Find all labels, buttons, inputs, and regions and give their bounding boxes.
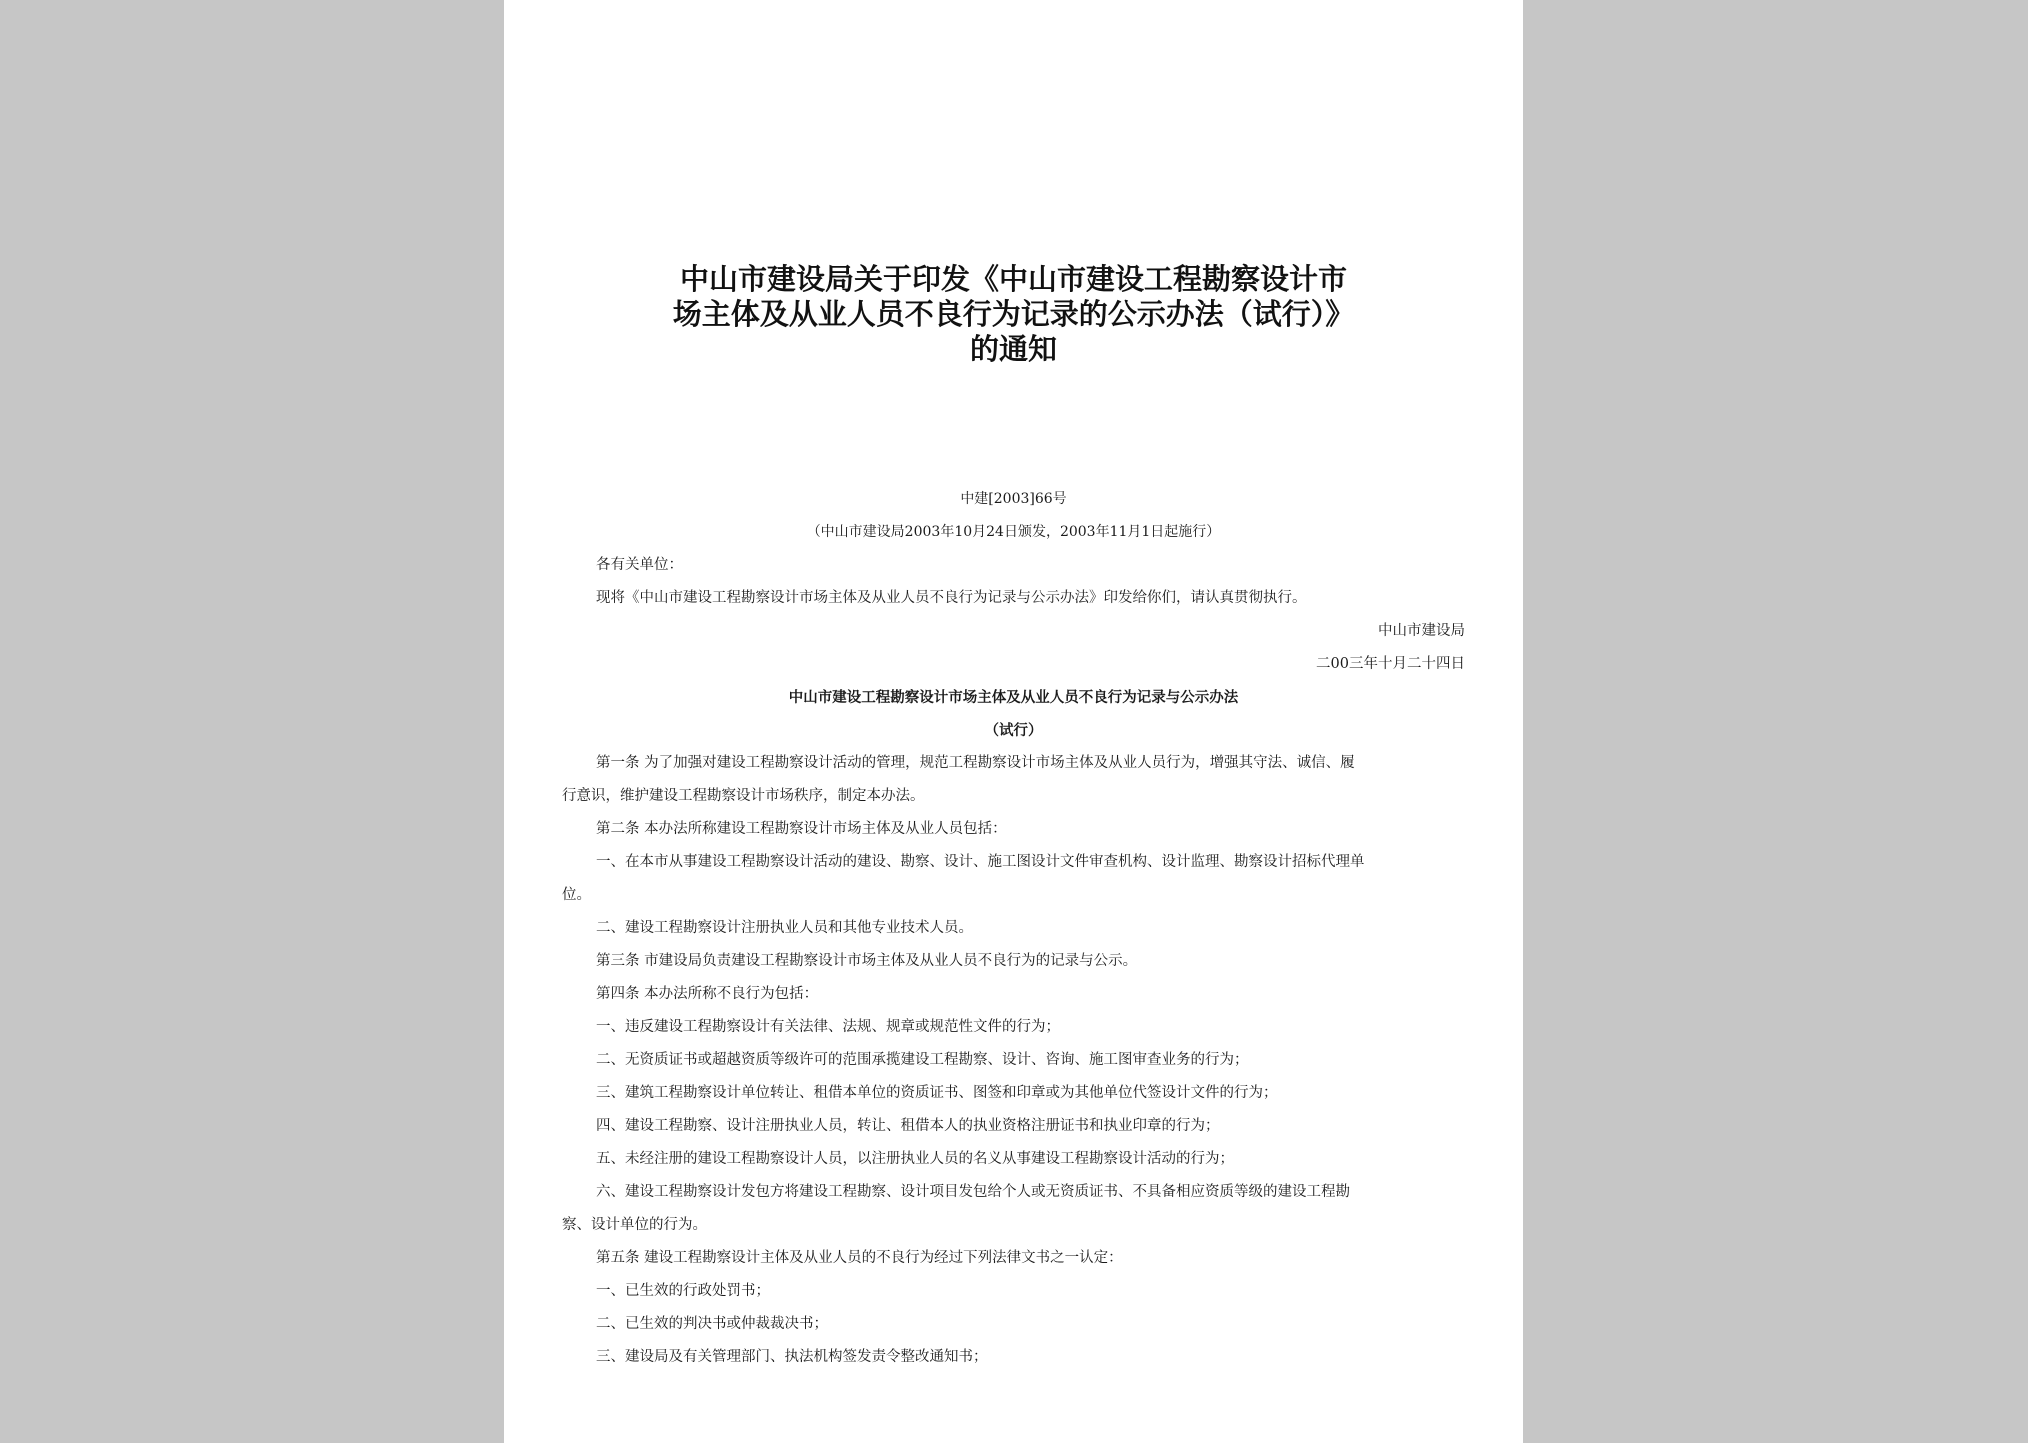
paragraph-line: 位。 — [562, 887, 591, 903]
paragraph-line: 一、违反建设工程勘察设计有关法律、法规、规章或规范性文件的行为； — [596, 1019, 1060, 1035]
salutation: 各有关单位： — [596, 557, 683, 573]
issuer: 中山市建设局 — [1378, 623, 1465, 639]
paragraph-line: 五、未经注册的建设工程勘察设计人员，以注册执业人员的名义从事建设工程勘察设计活动的行为； — [596, 1151, 1234, 1167]
document-number: 中建[2003]66号 — [960, 491, 1067, 507]
paragraph-line: 四、建设工程勘察、设计注册执业人员，转让、租借本人的执业资格注册证书和执业印章的行为； — [596, 1118, 1220, 1134]
paragraph-line: 第五条 建设工程勘察设计主体及从业人员的不良行为经过下列法律文书之一认定： — [596, 1250, 1123, 1266]
paragraph-line: 二、建设工程勘察设计注册执业人员和其他专业技术人员。 — [596, 920, 973, 936]
paragraph-line: 三、建筑工程勘察设计单位转让、租借本单位的资质证书、图签和印章或为其他单位代签设计文件的行为； — [596, 1085, 1278, 1101]
measures-body — [562, 747, 1465, 1374]
paragraph-line: 第二条 本办法所称建设工程勘察设计市场主体及从业人员包括： — [596, 821, 1007, 837]
paragraph-line: 第四条 本办法所称不良行为包括： — [596, 986, 819, 1002]
title-line: 的通知 — [969, 332, 1057, 366]
measures-title: 中山市建设工程勘察设计市场主体及从业人员不良行为记录与公示办法 — [788, 689, 1239, 706]
notice-body — [562, 549, 1465, 747]
paragraph-line: 二、无资质证书或超越资质等级许可的范围承揽建设工程勘察、设计、咨询、施工图审查业务的行为； — [596, 1052, 1249, 1068]
issue-info: （中山市建设局2003年10月24日颁发，2003年11月1日起施行） — [806, 524, 1221, 540]
paragraph-line: 一、在本市从事建设工程勘察设计活动的建设、勘察、设计、施工图设计文件审查机构、设计监理、勘察设计招标代理单 — [596, 854, 1365, 870]
paragraph-line: 第三条 市建设局负责建设工程勘察设计市场主体及从业人员不良行为的记录与公示。 — [596, 953, 1138, 969]
paragraph-line: 行意识，维护建设工程勘察设计市场秩序，制定本办法。 — [562, 788, 925, 804]
title-line: 中山市建设局关于印发《中山市建设工程勘察设计市 — [679, 262, 1347, 296]
issue-date: 二00三年十月二十四日 — [1316, 656, 1465, 672]
paragraph-line: 一、已生效的行政处罚书； — [596, 1283, 770, 1299]
measures-subtitle: （试行） — [984, 722, 1043, 739]
title-line: 场主体及从业人员不良行为记录的公示办法（试行）》 — [672, 297, 1355, 331]
paragraph-line: 三、建设局及有关管理部门、执法机构签发责令整改通知书； — [596, 1349, 988, 1365]
document-page — [504, 0, 1523, 1443]
paragraph-line: 第一条 为了加强对建设工程勘察设计活动的管理，规范工程勘察设计市场主体及从业人员行为，增强其守法、诚信、履 — [596, 755, 1355, 771]
paragraph-line: 六、建设工程勘察设计发包方将建设工程勘察、设计项目发包给个人或无资质证书、不具备相应资质等级的建设工程勘 — [596, 1184, 1350, 1200]
notice-text: 现将《中山市建设工程勘察设计市场主体及从业人员不良行为记录与公示办法》印发给你们，请认真贯彻执行。 — [596, 590, 1307, 606]
document-title — [562, 262, 1465, 367]
paragraph-line: 察、设计单位的行为。 — [562, 1217, 707, 1233]
paragraph-line: 二、已生效的判决书或仲裁裁决书； — [596, 1316, 828, 1332]
